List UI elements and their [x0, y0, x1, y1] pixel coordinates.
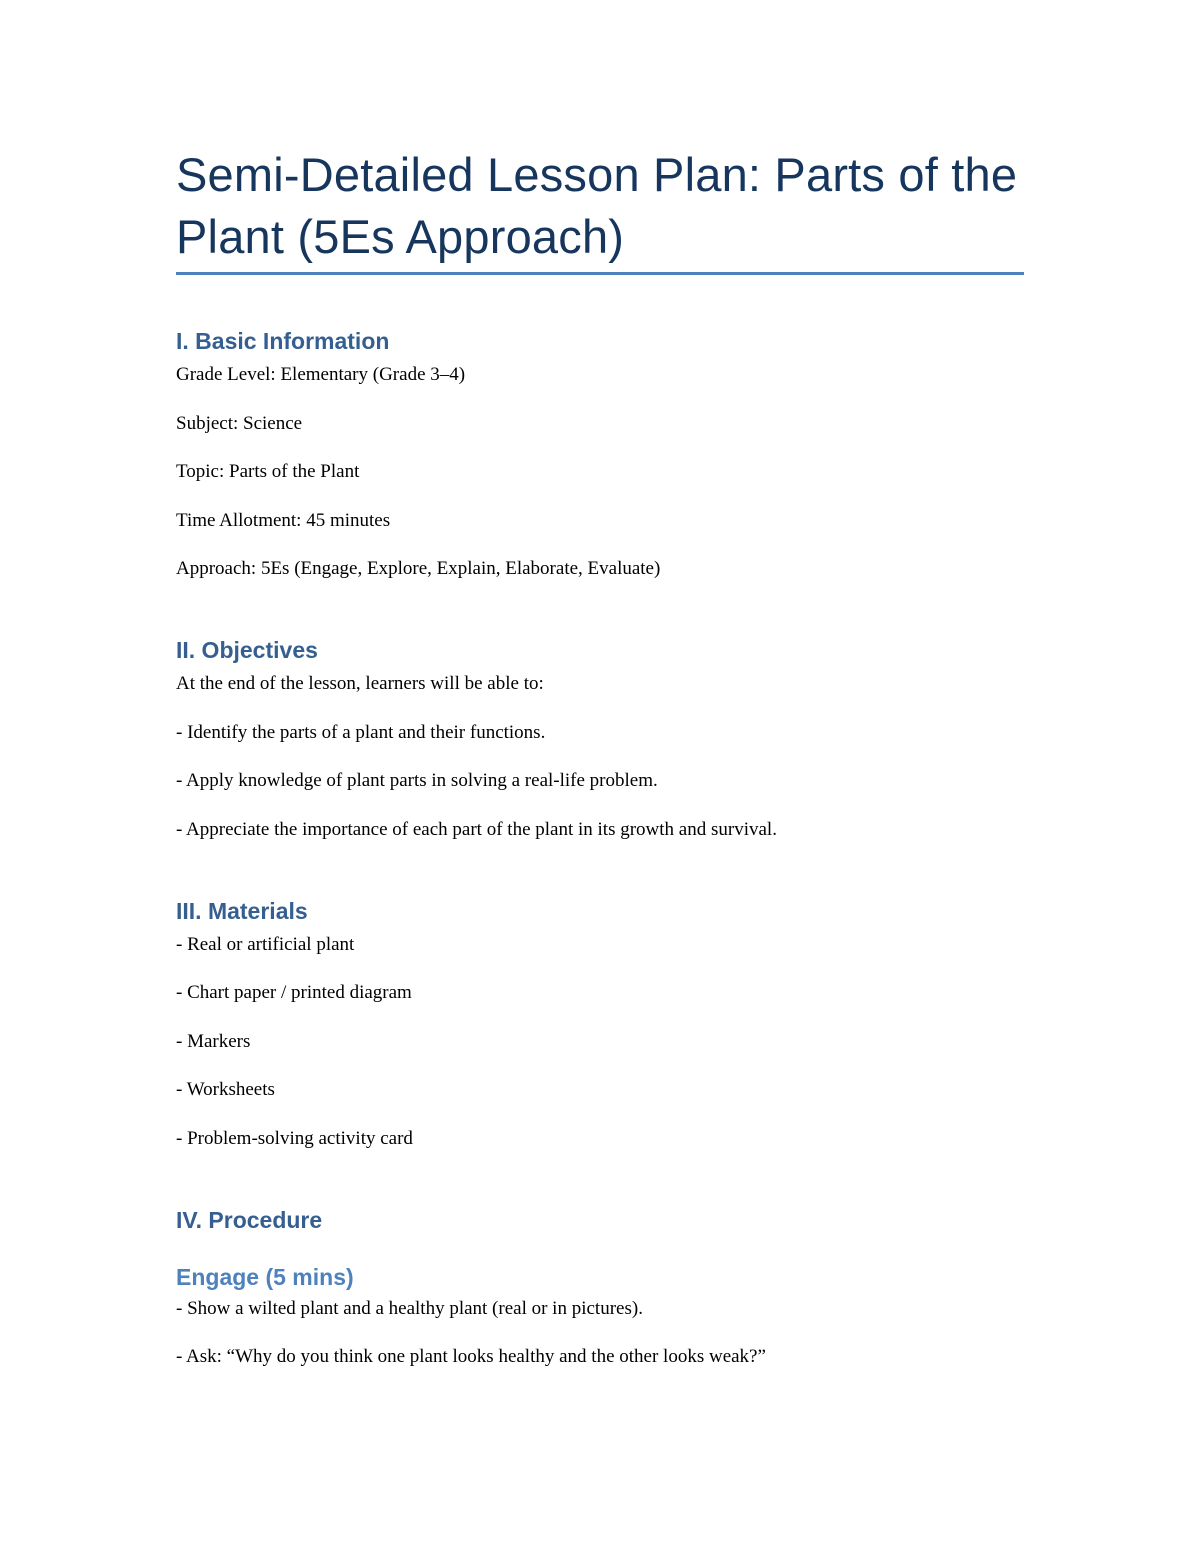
- heading-procedure: IV. Procedure: [176, 1207, 323, 1233]
- heading-basic-information: I. Basic Information: [176, 328, 390, 354]
- objective-item: - Appreciate the importance of each part of the plant in its growth and survival.: [176, 819, 777, 840]
- heading-objectives: II. Objectives: [176, 637, 318, 663]
- heading-engage: Engage (5 mins): [176, 1264, 354, 1290]
- info-grade-level: Grade Level: Elementary (Grade 3–4): [176, 364, 466, 385]
- material-item: - Worksheets: [176, 1079, 275, 1100]
- engage-item: - Show a wilted plant and a healthy plant (real or in pictures).: [176, 1298, 643, 1319]
- info-topic: Topic: Parts of the Plant: [176, 461, 360, 482]
- material-item: - Problem-solving activity card: [176, 1128, 413, 1149]
- title-underline-rule: [176, 272, 1024, 275]
- objective-item: - Identify the parts of a plant and their functions.: [176, 722, 546, 743]
- material-item: - Markers: [176, 1031, 251, 1052]
- engage-item: - Ask: “Why do you think one plant looks healthy and the other looks weak?”: [176, 1346, 766, 1367]
- heading-materials: III. Materials: [176, 898, 308, 924]
- material-item: - Real or artificial plant: [176, 934, 355, 955]
- objective-item: - Apply knowledge of plant parts in solving a real-life problem.: [176, 770, 658, 791]
- document-title: Semi-Detailed Lesson Plan: Parts of the Plant (5Es Approach): [176, 148, 1018, 263]
- info-subject: Subject: Science: [176, 413, 303, 434]
- material-item: - Chart paper / printed diagram: [176, 982, 412, 1003]
- objectives-intro: At the end of the lesson, learners will be able to:: [176, 673, 544, 694]
- info-approach: Approach: 5Es (Engage, Explore, Explain, Elaborate, Evaluate): [176, 558, 661, 579]
- info-time-allotment: Time Allotment: 45 minutes: [176, 510, 391, 531]
